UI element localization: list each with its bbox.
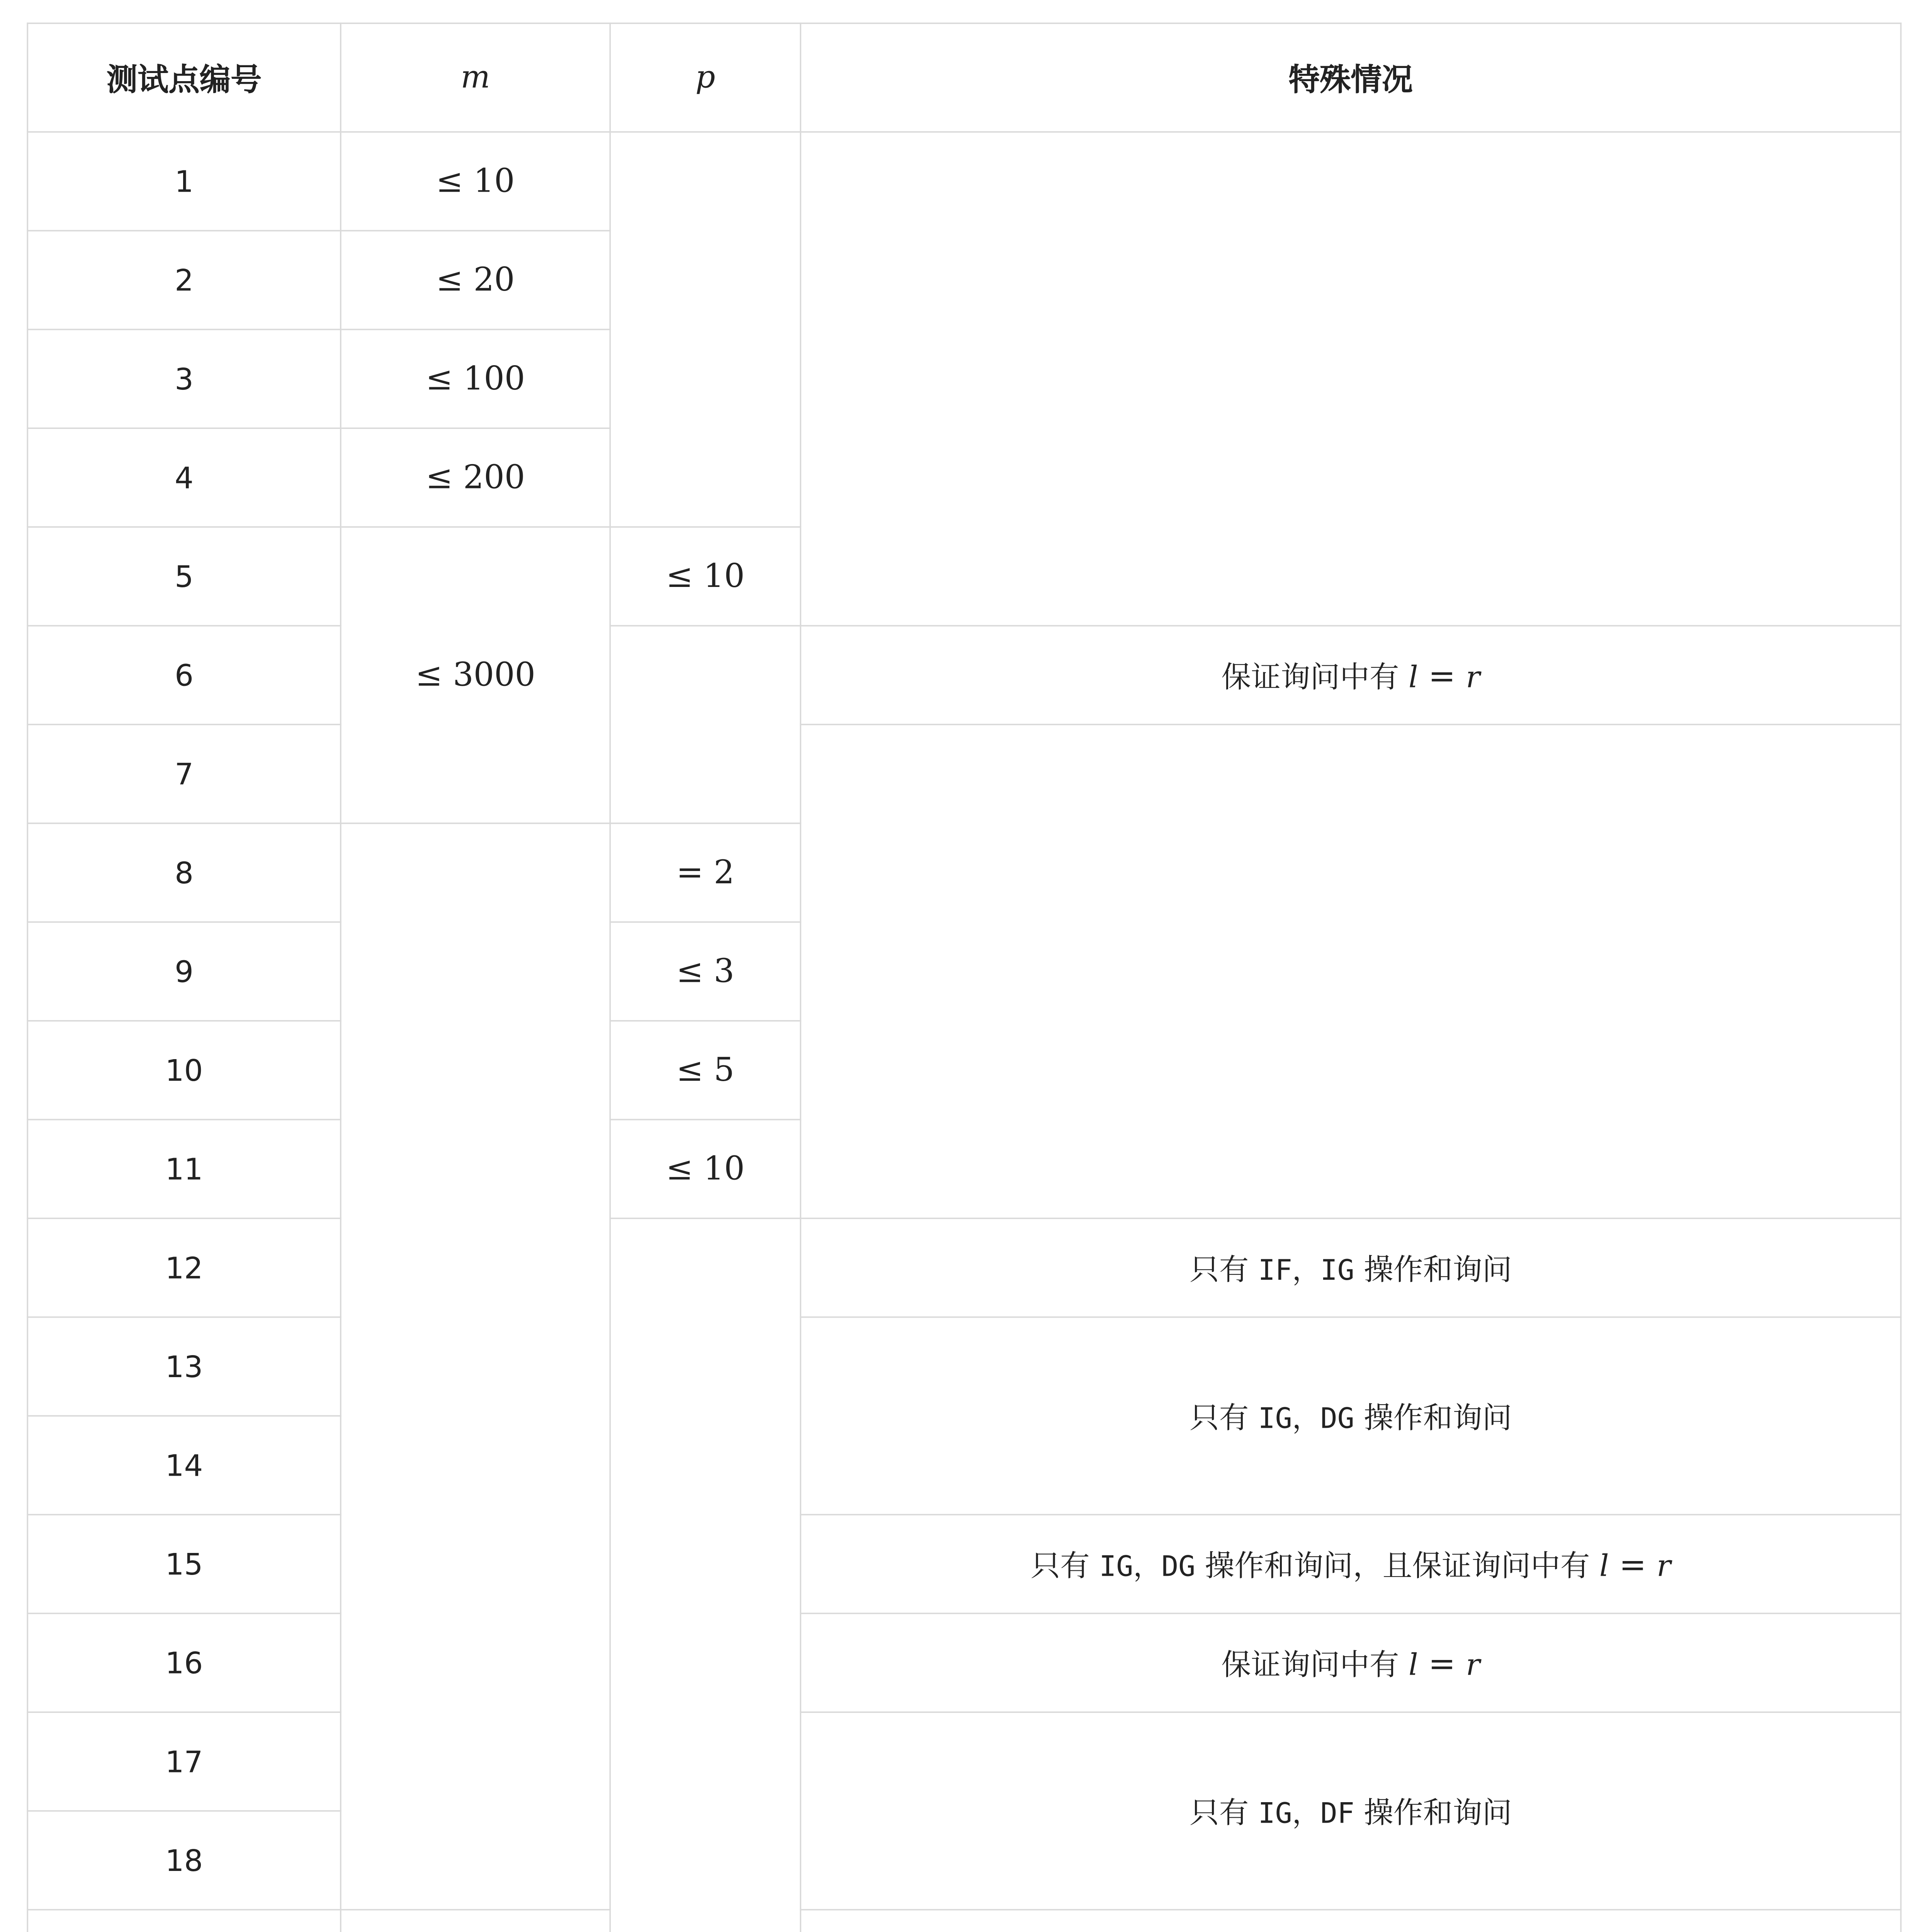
header-m: m [341, 23, 610, 132]
test-id-cell: 17 [27, 1712, 341, 1811]
test-id-cell: 16 [27, 1613, 341, 1712]
table-header-row [27, 23, 1901, 132]
test-id-cell: 4 [27, 428, 341, 527]
m-cell: ≤ 20 [341, 231, 610, 330]
p-cell: = 2 [610, 823, 800, 922]
p-cell: ≤ 10 [610, 1119, 800, 1218]
special-cell: 只有 IG，DG 操作和询问，且保证询问中有 l = r [800, 1515, 1901, 1614]
table-row [27, 1910, 1901, 1932]
test-id-cell: 18 [27, 1811, 341, 1910]
m-cell [341, 823, 610, 1910]
m-cell: ≤ 10 [341, 132, 610, 231]
test-id-cell [27, 1910, 341, 1932]
test-id-cell: 15 [27, 1515, 341, 1614]
p-cell: ≤ 10 [610, 527, 800, 626]
special-cell: 保证询问中有 l = r [800, 1613, 1901, 1712]
m-cell: ≤ 3000 [341, 527, 610, 823]
header-special: 特殊情况 [800, 23, 1901, 132]
p-cell [610, 132, 800, 527]
header-p: p [610, 23, 800, 132]
test-id-cell: 12 [27, 1218, 341, 1317]
m-cell: ≤ 200 [341, 428, 610, 527]
table-row [27, 1218, 1901, 1317]
test-id-cell: 14 [27, 1416, 341, 1515]
test-id-cell: 7 [27, 724, 341, 823]
table-row [27, 1613, 1901, 1712]
table-row [27, 1712, 1901, 1811]
special-cell [800, 1910, 1901, 1932]
test-id-cell: 13 [27, 1317, 341, 1416]
p-cell: ≤ 5 [610, 1021, 800, 1120]
table-row [27, 132, 1901, 231]
table-row [27, 1317, 1901, 1416]
special-cell: 只有 IG，DF 操作和询问 [800, 1712, 1901, 1910]
p-cell: ≤ 3 [610, 922, 800, 1021]
table-row [27, 626, 1901, 724]
table-row [27, 724, 1901, 823]
test-id-cell: 8 [27, 823, 341, 922]
test-id-cell: 11 [27, 1119, 341, 1218]
test-id-cell: 9 [27, 922, 341, 1021]
test-id-cell: 2 [27, 231, 341, 330]
special-cell [800, 132, 1901, 626]
test-id-cell: 5 [27, 527, 341, 626]
test-id-cell: 6 [27, 626, 341, 724]
special-cell: 只有 IG，DG 操作和询问 [800, 1317, 1901, 1515]
test-id-cell: 10 [27, 1021, 341, 1120]
test-id-cell: 1 [27, 132, 341, 231]
m-cell: ≤ 100 [341, 330, 610, 429]
header-test-id: 测试点编号 [27, 23, 341, 132]
special-cell: 只有 IF，IG 操作和询问 [800, 1218, 1901, 1317]
table-row [27, 1515, 1901, 1614]
p-cell [610, 626, 800, 823]
p-cell [610, 1218, 800, 1932]
special-cell [800, 724, 1901, 1218]
special-cell: 保证询问中有 l = r [800, 626, 1901, 724]
test-id-cell: 3 [27, 330, 341, 429]
subtask-table [27, 22, 1902, 1932]
m-cell [341, 1910, 610, 1932]
